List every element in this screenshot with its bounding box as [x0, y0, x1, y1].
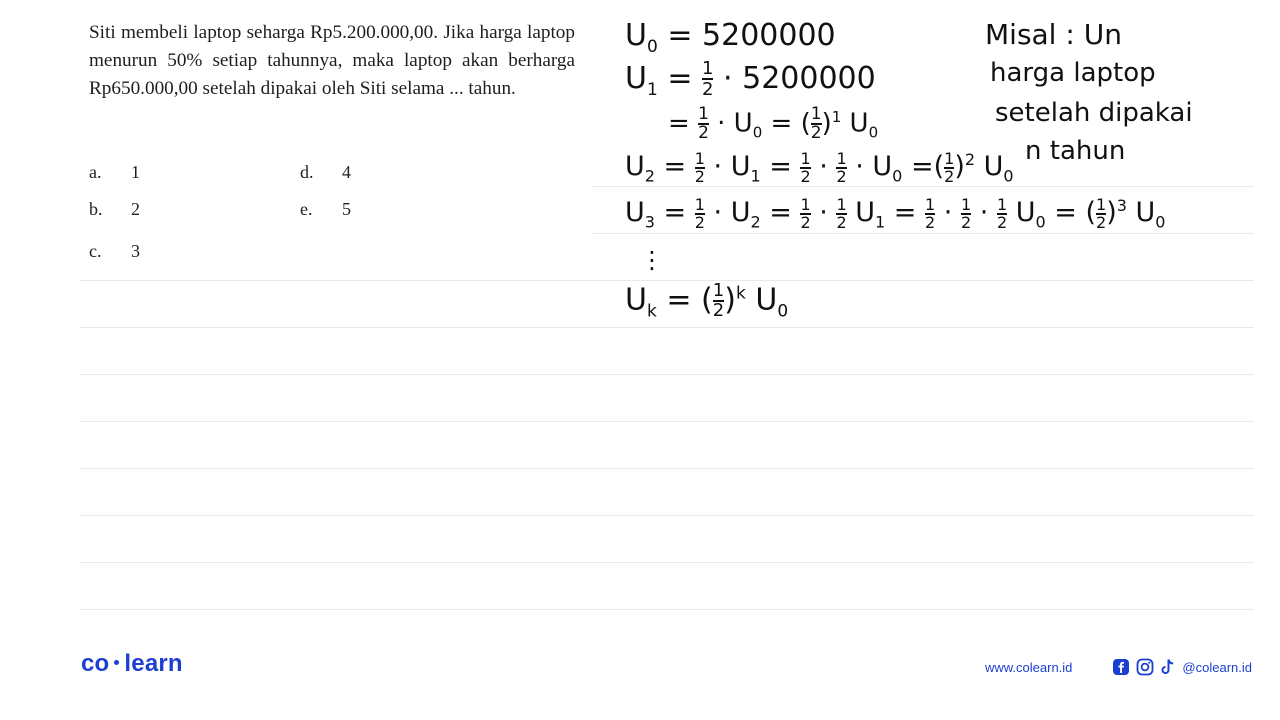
social-links — [1112, 658, 1252, 676]
hw-u3-line: $U_3 = \frac{1}{2} \cdot U_2 = \frac{1}{2} \cdot \frac{1}{2} U_1 = \frac{1}{2} \cdot \frac{1}{2} \cdot \frac{1}{2} U_0 = (\frac{1}{2})^3$ $U_0$ — [625, 194, 1166, 232]
ruled-line — [592, 233, 1254, 234]
ruled-line — [80, 562, 1254, 563]
ruled-line — [80, 515, 1254, 516]
option-e: e. 5 — [300, 199, 351, 219]
footer-right — [985, 658, 1252, 676]
ruled-line — [80, 468, 1254, 469]
instagram-icon[interactable] — [1136, 658, 1154, 676]
question-text: Siti membeli laptop seharga Rp5.200.000,00. Jika harga laptop menurun 50% setiap tahunnya, maka laptop akan berharga Rp650.000,00 setelah dipakai oleh Siti selama ... tahun. — [89, 22, 575, 99]
option-d: d. 4 — [300, 162, 351, 182]
hw-fraction: $\frac{1}{2}$ — [996, 194, 1008, 232]
hw-fraction: $\frac{1}{2}$ — [800, 148, 811, 186]
hw-u2-line: $U_2 = \frac{1}{2} \cdot U_1 = \frac{1}{2} \cdot \frac{1}{2} \cdot U_0 =(\frac{1}{2})^2$ $U_0$ — [625, 148, 1014, 186]
ruled-line — [80, 609, 1254, 610]
hw-uk-line: $U_k = (\frac{1}{2})^k$ $U_0$ — [625, 280, 789, 322]
tiktok-icon[interactable] — [1160, 658, 1176, 676]
hw-misal-label: Misal : Un — [985, 18, 1122, 51]
hw-u1-line: $U_1 = \frac{1}{2} \cdot 5200000$ — [625, 58, 876, 100]
hw-fraction: $\frac{1}{2}$ — [836, 194, 847, 232]
hw-fraction: $\frac{1}{2}$ — [960, 194, 972, 232]
hw-u0-line: $U_0 = 5200000$ — [625, 18, 836, 57]
colearn-logo: co learn — [81, 650, 183, 677]
ruled-line — [80, 327, 1254, 328]
hw-fraction: $\frac{1}{2}$ — [925, 194, 936, 232]
option-b: b. 2 — [89, 199, 140, 219]
hw-fraction: $\frac{1}{2}$ — [694, 194, 705, 232]
website-link[interactable]: www.colearn.id — [984, 659, 1073, 675]
hw-fraction: $\frac{1}{2}$ — [1096, 194, 1107, 232]
ruled-line — [80, 421, 1254, 422]
hw-fraction: $\frac{1}{2}$ — [702, 58, 714, 100]
hw-fraction: $\frac{1}{2}$ — [836, 148, 847, 186]
option-c: c. 3 — [89, 241, 140, 261]
hw-misal-line3: setelah dipakai — [995, 98, 1193, 128]
hw-fraction: $\frac{1}{2}$ — [694, 148, 705, 186]
hw-misal-line2: harga laptop — [990, 58, 1156, 88]
hw-fraction: $\frac{1}{2}$ — [698, 104, 709, 143]
option-a: a. 1 — [89, 162, 140, 182]
hw-fraction: $\frac{1}{2}$ — [800, 194, 811, 232]
hw-fraction: $\frac{1}{2}$ — [944, 148, 955, 186]
hw-fraction: $\frac{1}{2}$ — [712, 280, 725, 321]
hw-misal-line4: n tahun — [1025, 136, 1126, 166]
hw-fraction: $\frac{1}{2}$ — [810, 104, 822, 143]
ruled-line — [80, 280, 1254, 281]
ruled-line — [80, 374, 1254, 375]
social-handle[interactable]: @colearn.id — [1182, 659, 1252, 675]
ruled-line — [592, 186, 1254, 187]
facebook-icon[interactable] — [1112, 658, 1130, 676]
hw-vdots: ⋮ — [640, 246, 664, 274]
hw-line2: = $\frac{1}{2} \cdot U_0 = (\frac{1}{2})^1$ $U_0$ — [668, 104, 879, 143]
